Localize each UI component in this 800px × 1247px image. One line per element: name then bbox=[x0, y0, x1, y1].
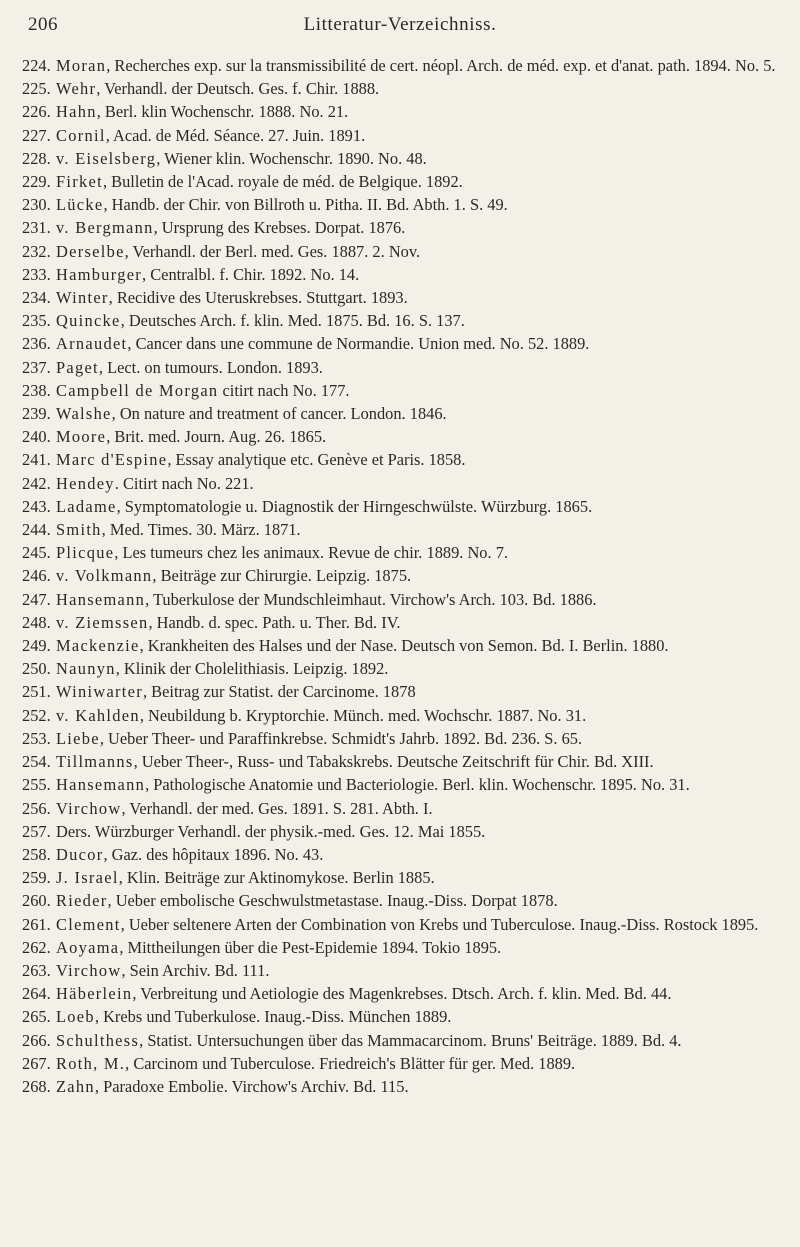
reference-entry bbox=[22, 379, 776, 402]
reference-number: 229. bbox=[22, 172, 51, 192]
reference-citation: , Paradoxe Embolie. Virchow's Archiv. Bd. 115. bbox=[94, 1076, 409, 1096]
reference-citation: , Neubildung b. Kryptorchie. Münch. med. Wochschr. 1887. No. 31. bbox=[139, 705, 587, 725]
reference-citation: , Carcinom und Tuberculose. Friedreich's Blätter für ger. Med. 1889. bbox=[125, 1053, 576, 1073]
reference-number: 252. bbox=[22, 705, 51, 725]
reference-entry bbox=[22, 1052, 776, 1075]
reference-entry bbox=[22, 588, 776, 611]
reference-author: Virchow bbox=[56, 798, 122, 818]
reference-number: 241. bbox=[22, 450, 51, 470]
reference-citation: , Krebs und Tuberkulose. Inaug.-Diss. München 1889. bbox=[94, 1007, 452, 1027]
reference-number: 262. bbox=[22, 937, 51, 957]
reference-number: 265. bbox=[22, 1007, 51, 1027]
reference-entry bbox=[22, 1029, 776, 1052]
reference-text bbox=[56, 797, 776, 820]
reference-number: 253. bbox=[22, 728, 51, 748]
reference-author: Häberlein bbox=[56, 984, 133, 1004]
reference-citation: , Tuberkulose der Mundschleimhaut. Virchow's Arch. 103. Bd. 1886. bbox=[145, 589, 597, 609]
reference-text bbox=[56, 77, 776, 100]
reference-author: Tillmanns bbox=[56, 752, 134, 772]
reference-author: Winter bbox=[56, 288, 109, 308]
reference-author: J. Israel bbox=[56, 868, 119, 888]
reference-entry bbox=[22, 773, 776, 796]
reference-text bbox=[56, 843, 776, 866]
reference-author: Moore bbox=[56, 427, 107, 447]
reference-text bbox=[56, 750, 776, 773]
reference-text bbox=[56, 425, 776, 448]
reference-entry bbox=[22, 309, 776, 332]
reference-author: Virchow bbox=[56, 960, 122, 980]
reference-author: Hansemann bbox=[56, 589, 146, 609]
reference-citation: , Pathologische Anatomie und Bacteriologie. Berl. klin. Wochenschr. 1895. No. 31. bbox=[145, 775, 690, 795]
reference-citation: , Recherches exp. sur la transmissibilité de cert. néopl. Arch. de méd. exp. et d'anat. path. 1894. No. 5. bbox=[106, 56, 776, 75]
reference-citation: , Les tumeurs chez les animaux. Revue de chir. 1889. No. 7. bbox=[114, 543, 508, 563]
reference-number: 259. bbox=[22, 868, 51, 888]
reference-number: 232. bbox=[22, 241, 51, 261]
reference-citation: , Sein Archiv. Bd. 111. bbox=[121, 960, 270, 980]
reference-author: v. Eiselsberg bbox=[56, 148, 157, 168]
reference-text bbox=[56, 1005, 776, 1028]
reference-number: 261. bbox=[22, 914, 51, 934]
reference-entry bbox=[22, 564, 776, 587]
reference-citation: , On nature and treatment of cancer. London. 1846. bbox=[111, 404, 447, 424]
reference-citation: , Essay analytique etc. Genève et Paris. 1858. bbox=[167, 450, 466, 470]
reference-number: 231. bbox=[22, 218, 51, 238]
reference-author: Zahn bbox=[56, 1076, 95, 1096]
reference-citation: , Verhandl. der Deutsch. Ges. f. Chir. 1888. bbox=[96, 79, 380, 99]
reference-number: 245. bbox=[22, 543, 51, 563]
reference-entry bbox=[22, 263, 776, 286]
reference-entry bbox=[22, 77, 776, 100]
reference-entry bbox=[22, 286, 776, 309]
reference-entry bbox=[22, 704, 776, 727]
reference-entry bbox=[22, 820, 776, 843]
reference-entry bbox=[22, 170, 776, 193]
reference-text bbox=[56, 982, 776, 1005]
reference-citation: , Deutsches Arch. f. klin. Med. 1875. Bd. 16. S. 137. bbox=[120, 311, 465, 331]
reference-text bbox=[56, 216, 776, 239]
reference-number: 256. bbox=[22, 798, 51, 818]
reference-number: 234. bbox=[22, 288, 51, 308]
reference-citation: , Handb. der Chir. von Billroth u. Pitha. II. Bd. Abth. 1. S. 49. bbox=[103, 195, 508, 215]
reference-text bbox=[56, 913, 776, 936]
reference-entry bbox=[22, 147, 776, 170]
reference-citation: , Cancer dans une commune de Normandie. Union med. No. 52. 1889. bbox=[127, 334, 590, 354]
reference-text bbox=[56, 866, 776, 889]
reference-citation: , Klinik der Cholelithiasis. Leipzig. 1892. bbox=[115, 659, 389, 679]
reference-number: 254. bbox=[22, 752, 51, 772]
reference-entry bbox=[22, 216, 776, 239]
reference-author: Aoyama bbox=[56, 937, 120, 957]
reference-text bbox=[56, 518, 776, 541]
reference-text bbox=[56, 332, 776, 355]
reference-author: Wehr bbox=[56, 79, 97, 99]
reference-entry bbox=[22, 541, 776, 564]
reference-author: Arnaudet bbox=[56, 334, 128, 354]
reference-entry bbox=[22, 124, 776, 147]
reference-text bbox=[56, 448, 776, 471]
reference-number: 249. bbox=[22, 636, 51, 656]
reference-entry bbox=[22, 193, 776, 216]
reference-text bbox=[56, 680, 776, 703]
reference-author: Paget bbox=[56, 357, 99, 377]
reference-entry bbox=[22, 797, 776, 820]
reference-author: v. Ziemssen bbox=[56, 612, 149, 632]
reference-author: Ducor bbox=[56, 844, 104, 864]
reference-entry bbox=[22, 54, 776, 77]
reference-author: Derselbe bbox=[56, 241, 125, 261]
reference-citation: , Verbreitung und Aetiologie des Magenkrebses. Dtsch. Arch. f. klin. Med. Bd. 44. bbox=[132, 984, 672, 1004]
reference-citation: , Lect. on tumours. London. 1893. bbox=[98, 357, 323, 377]
reference-number: 224. bbox=[22, 56, 51, 75]
reference-entry bbox=[22, 727, 776, 750]
reference-citation: , Klin. Beiträge zur Aktinomykose. Berlin 1885. bbox=[118, 868, 435, 888]
reference-citation: , Ueber Theer-, Russ- und Tabakskrebs. Deutsche Zeitschrift für Chir. Bd. XIII. bbox=[133, 752, 654, 772]
reference-number: 248. bbox=[22, 612, 51, 632]
reference-citation: , Statist. Untersuchungen über das Mammacarcinom. Bruns' Beiträge. 1889. Bd. 4. bbox=[139, 1030, 682, 1050]
reference-text bbox=[56, 495, 776, 518]
reference-author: Liebe bbox=[56, 728, 100, 748]
reference-author: Marc d'Espine bbox=[56, 450, 168, 470]
reference-citation: , Berl. klin Wochenschr. 1888. No. 21. bbox=[96, 102, 349, 122]
reference-entry bbox=[22, 1005, 776, 1028]
reference-author: Clement bbox=[56, 914, 121, 934]
reference-citation: , Symptomatologie u. Diagnostik der Hirngeschwülste. Würzburg. 1865. bbox=[116, 496, 593, 516]
reference-text bbox=[56, 959, 776, 982]
reference-text bbox=[56, 124, 776, 147]
reference-citation: , Handb. d. spec. Path. u. Ther. Bd. IV. bbox=[148, 612, 401, 632]
reference-entry bbox=[22, 866, 776, 889]
reference-entry bbox=[22, 634, 776, 657]
reference-number: 237. bbox=[22, 357, 51, 377]
reference-number: 230. bbox=[22, 195, 51, 215]
reference-author: Hendey bbox=[56, 473, 115, 493]
reference-text bbox=[56, 657, 776, 680]
reference-text bbox=[56, 402, 776, 425]
reference-text bbox=[56, 936, 776, 959]
reference-citation: , Centralbl. f. Chir. 1892. No. 14. bbox=[142, 264, 360, 284]
reference-number: 268. bbox=[22, 1076, 51, 1096]
reference-number: 266. bbox=[22, 1030, 51, 1050]
reference-text bbox=[56, 170, 776, 193]
reference-author: Firket bbox=[56, 172, 103, 192]
reference-number: 260. bbox=[22, 891, 51, 911]
reference-citation: , Ueber seltenere Arten der Combination von Krebs und Tuberculose. Inaug.-Diss. Rostock 1895. bbox=[120, 914, 759, 934]
reference-author: Quincke bbox=[56, 311, 121, 331]
reference-citation: , Acad. de Méd. Séance. 27. Juin. 1891. bbox=[105, 125, 366, 145]
reference-number: 242. bbox=[22, 473, 51, 493]
reference-text bbox=[56, 263, 776, 286]
reference-citation: , Bulletin de l'Acad. royale de méd. de Belgique. 1892. bbox=[102, 172, 463, 192]
reference-text bbox=[56, 634, 776, 657]
reference-author: Winiwarter bbox=[56, 682, 143, 702]
reference-entry bbox=[22, 100, 776, 123]
reference-entry bbox=[22, 889, 776, 912]
reference-entry bbox=[22, 750, 776, 773]
running-head: Litteratur-Verzeichniss. bbox=[303, 14, 497, 35]
reference-author: Hamburger bbox=[56, 264, 143, 284]
reference-author: Roth, M. bbox=[56, 1053, 126, 1073]
reference-entry bbox=[22, 495, 776, 518]
reference-citation: , Verhandl. der Berl. med. Ges. 1887. 2. Nov. bbox=[124, 241, 421, 261]
reference-text bbox=[56, 1029, 776, 1052]
reference-number: 257. bbox=[22, 821, 51, 841]
reference-citation: , Med. Times. 30. März. 1871. bbox=[101, 520, 301, 540]
reference-citation: , Gaz. des hôpitaux 1896. No. 43. bbox=[103, 844, 324, 864]
reference-entry bbox=[22, 472, 776, 495]
reference-citation: , Beiträge zur Chirurgie. Leipzig. 1875. bbox=[152, 566, 412, 586]
reference-text bbox=[56, 727, 776, 750]
reference-author: Mackenzie bbox=[56, 636, 140, 656]
reference-author: Hahn bbox=[56, 102, 97, 122]
reference-citation: , Ueber Theer- und Paraffinkrebse. Schmidt's Jahrb. 1892. Bd. 236. S. 65. bbox=[99, 728, 583, 748]
reference-text bbox=[56, 54, 776, 77]
reference-entry bbox=[22, 657, 776, 680]
reference-citation: , Verhandl. der med. Ges. 1891. S. 281. Abth. I. bbox=[121, 798, 433, 818]
reference-entry bbox=[22, 448, 776, 471]
reference-entry bbox=[22, 959, 776, 982]
reference-citation: , Wiener klin. Wochenschr. 1890. No. 48. bbox=[156, 148, 427, 168]
reference-author: Campbell de Morgan bbox=[56, 380, 219, 400]
reference-number: 263. bbox=[22, 960, 51, 980]
reference-author: v. Bergmann bbox=[56, 218, 154, 238]
reference-list bbox=[22, 54, 776, 1098]
reference-author: v. Kahlden bbox=[56, 705, 140, 725]
reference-text bbox=[56, 820, 776, 843]
reference-number: 236. bbox=[22, 334, 51, 354]
reference-text bbox=[56, 611, 776, 634]
reference-author: Hansemann bbox=[56, 775, 146, 795]
reference-entry bbox=[22, 402, 776, 425]
reference-number: 246. bbox=[22, 566, 51, 586]
reference-citation: , Beitrag zur Statist. der Carcinome. 1878 bbox=[142, 682, 416, 702]
reference-text bbox=[56, 472, 776, 495]
reference-number: 238. bbox=[22, 380, 51, 400]
reference-entry bbox=[22, 913, 776, 936]
reference-author: Schulthess bbox=[56, 1030, 140, 1050]
reference-text bbox=[56, 588, 776, 611]
reference-entry bbox=[22, 240, 776, 263]
reference-text bbox=[56, 147, 776, 170]
reference-text bbox=[56, 541, 776, 564]
reference-text bbox=[56, 309, 776, 332]
reference-text bbox=[56, 379, 776, 402]
page-number: 206 bbox=[28, 14, 58, 35]
reference-citation: , Mittheilungen über die Pest-Epidemie 1894. Tokio 1895. bbox=[119, 937, 502, 957]
reference-number: 244. bbox=[22, 520, 51, 540]
reference-entry bbox=[22, 518, 776, 541]
reference-citation: Ders. Würzburger Verhandl. der physik.-med. Ges. 12. Mai 1855. bbox=[56, 821, 486, 841]
reference-number: 247. bbox=[22, 589, 51, 609]
reference-author: v. Volkmann bbox=[56, 566, 153, 586]
reference-entry bbox=[22, 425, 776, 448]
reference-citation: . Citirt nach No. 221. bbox=[114, 473, 254, 493]
reference-number: 240. bbox=[22, 427, 51, 447]
reference-number: 228. bbox=[22, 148, 51, 168]
reference-entry bbox=[22, 611, 776, 634]
reference-text bbox=[56, 889, 776, 912]
reference-author: Smith bbox=[56, 520, 102, 540]
reference-number: 226. bbox=[22, 102, 51, 122]
reference-author: Walshe bbox=[56, 404, 112, 424]
reference-citation: , Recidive des Uteruskrebses. Stuttgart. 1893. bbox=[108, 288, 408, 308]
reference-entry bbox=[22, 843, 776, 866]
reference-number: 264. bbox=[22, 984, 51, 1004]
reference-author: Lücke bbox=[56, 195, 104, 215]
reference-citation: , Brit. med. Journ. Aug. 26. 1865. bbox=[106, 427, 327, 447]
reference-number: 243. bbox=[22, 496, 51, 516]
reference-citation: , Ueber embolische Geschwulstmetastase. Inaug.-Diss. Dorpat 1878. bbox=[107, 891, 558, 911]
reference-number: 227. bbox=[22, 125, 51, 145]
reference-author: Plicque bbox=[56, 543, 115, 563]
reference-text bbox=[56, 773, 776, 796]
reference-number: 235. bbox=[22, 311, 51, 331]
reference-number: 233. bbox=[22, 264, 51, 284]
reference-entry bbox=[22, 332, 776, 355]
reference-number: 258. bbox=[22, 844, 51, 864]
reference-author: Cornil bbox=[56, 125, 106, 145]
reference-number: 225. bbox=[22, 79, 51, 99]
reference-entry bbox=[22, 680, 776, 703]
reference-author: Loeb bbox=[56, 1007, 95, 1027]
reference-entry bbox=[22, 936, 776, 959]
reference-text bbox=[56, 1052, 776, 1075]
reference-number: 255. bbox=[22, 775, 51, 795]
reference-text bbox=[56, 356, 776, 379]
reference-number: 251. bbox=[22, 682, 51, 702]
reference-author: Ladame bbox=[56, 496, 117, 516]
reference-citation: citirt nach No. 177. bbox=[218, 380, 350, 400]
reference-text bbox=[56, 1075, 776, 1098]
reference-number: 239. bbox=[22, 404, 51, 424]
reference-entry bbox=[22, 982, 776, 1005]
reference-citation: , Krankheiten des Halses und der Nase. Deutsch von Semon. Bd. I. Berlin. 1880. bbox=[139, 636, 669, 656]
reference-author: Naunyn bbox=[56, 659, 116, 679]
reference-entry bbox=[22, 1075, 776, 1098]
reference-text bbox=[56, 704, 776, 727]
reference-author: Rieder bbox=[56, 891, 108, 911]
reference-text bbox=[56, 564, 776, 587]
reference-number: 250. bbox=[22, 659, 51, 679]
reference-citation: , Ursprung des Krebses. Dorpat. 1876. bbox=[153, 218, 406, 238]
reference-text bbox=[56, 193, 776, 216]
reference-text bbox=[56, 100, 776, 123]
reference-author: Moran bbox=[56, 56, 107, 75]
reference-text bbox=[56, 240, 776, 263]
reference-entry bbox=[22, 356, 776, 379]
reference-text bbox=[56, 286, 776, 309]
reference-number: 267. bbox=[22, 1053, 51, 1073]
